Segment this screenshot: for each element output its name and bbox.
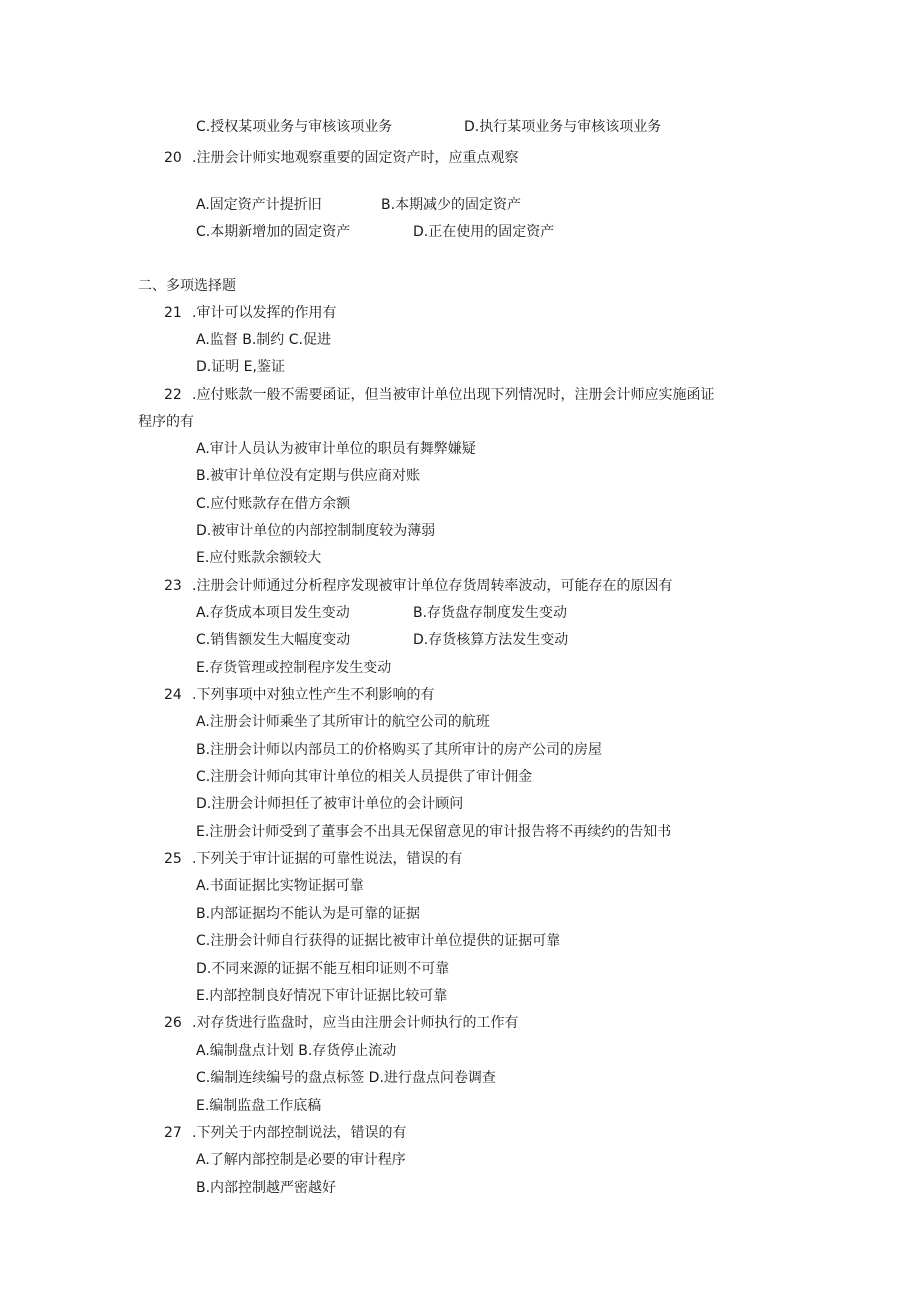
q24-number: 24	[164, 687, 182, 703]
q22-number: 22	[164, 387, 182, 403]
q26-options-line3: E.编制监盘工作底稿	[196, 1098, 322, 1114]
q22-stem: .应付账款一般不需要函证，但当被审计单位出现下列情况时，注册会计师应实施函证	[192, 387, 715, 403]
q23-option-b: B.存货盘存制度发生变动	[413, 605, 568, 621]
q26-options-line2: C.编制连续编号的盘点标签 D.进行盘点问卷调查	[196, 1070, 496, 1086]
q26-number: 26	[164, 1015, 182, 1031]
q23-number: 23	[164, 578, 182, 594]
q22-option-d: D.被审计单位的内部控制制度较为薄弱	[196, 523, 436, 539]
q20-option-a: A.固定资产计提折旧	[196, 197, 322, 213]
q26-stem: .对存货进行监盘时，应当由注册会计师执行的工作有	[192, 1015, 519, 1031]
q24-option-e: E.注册会计师受到了董事会不出具无保留意见的审计报告将不再续约的告知书	[196, 824, 672, 840]
q20-number: 20	[164, 150, 182, 166]
q27-number: 27	[164, 1125, 182, 1141]
q25-option-d: D.不同来源的证据不能互相印证则不可靠	[196, 961, 450, 977]
q22-option-c: C.应付账款存在借方余额	[196, 496, 351, 512]
q20-option-d: D.正在使用的固定资产	[413, 224, 555, 240]
q20-stem: .注册会计师实地观察重要的固定资产时，应重点观察	[192, 150, 519, 166]
q24-option-c: C.注册会计师向其审计单位的相关人员提供了审计佣金	[196, 769, 533, 785]
q25-number: 25	[164, 851, 182, 867]
q27-option-a: A.了解内部控制是必要的审计程序	[196, 1152, 406, 1168]
q25-stem: .下列关于审计证据的可靠性说法，错误的有	[192, 851, 463, 867]
q22-option-a: A.审计人员认为被审计单位的职员有舞弊嫌疑	[196, 441, 476, 457]
q25-option-a: A.书面证据比实物证据可靠	[196, 878, 364, 894]
section-title: 二、多项选择题	[138, 278, 236, 294]
q25-option-b: B.内部证据均不能认为是可靠的证据	[196, 906, 421, 922]
q22-stem-continued: 程序的有	[138, 414, 194, 430]
q25-option-e: E.内部控制良好情况下审计证据比较可靠	[196, 988, 448, 1004]
q24-option-a: A.注册会计师乘坐了其所审计的航空公司的航班	[196, 714, 490, 730]
q20-option-c: C.本期新增加的固定资产	[196, 224, 351, 240]
q22-option-e: E.应付账款余额较大	[196, 550, 322, 566]
q23-option-a: A.存货成本项目发生变动	[196, 605, 350, 621]
q23-stem: .注册会计师通过分析程序发现被审计单位存货周转率波动，可能存在的原因有	[192, 578, 673, 594]
q24-option-b: B.注册会计师以内部员工的价格购买了其所审计的房产公司的房屋	[196, 742, 603, 758]
q20-option-b: B.本期减少的固定资产	[381, 197, 522, 213]
q21-options-line1: A.监督 B.制约 C.促进	[196, 332, 331, 348]
q25-option-c: C.注册会计师自行获得的证据比被审计单位提供的证据可靠	[196, 933, 561, 949]
q23-option-c: C.销售额发生大幅度变动	[196, 632, 351, 648]
q24-option-d: D.注册会计师担任了被审计单位的会计顾问	[196, 796, 464, 812]
q23-option-d: D.存货核算方法发生变动	[413, 632, 569, 648]
q21-stem: .审计可以发挥的作用有	[192, 305, 337, 321]
q27-stem: .下列关于内部控制说法，错误的有	[192, 1125, 407, 1141]
q21-number: 21	[164, 305, 182, 321]
q23-option-e: E.存货管理或控制程序发生变动	[196, 660, 392, 676]
q19-option-c: C.授权某项业务与审核该项业务	[196, 119, 393, 135]
q27-option-b: B.内部控制越严密越好	[196, 1180, 337, 1196]
q21-options-line2: D.证明 E,鉴证	[196, 359, 285, 375]
q19-option-d: D.执行某项业务与审核该项业务	[464, 119, 662, 135]
q22-option-b: B.被审计单位没有定期与供应商对账	[196, 468, 421, 484]
q24-stem: .下列事项中对独立性产生不利影响的有	[192, 687, 435, 703]
q26-options-line1: A.编制盘点计划 B.存货停止流动	[196, 1043, 397, 1059]
